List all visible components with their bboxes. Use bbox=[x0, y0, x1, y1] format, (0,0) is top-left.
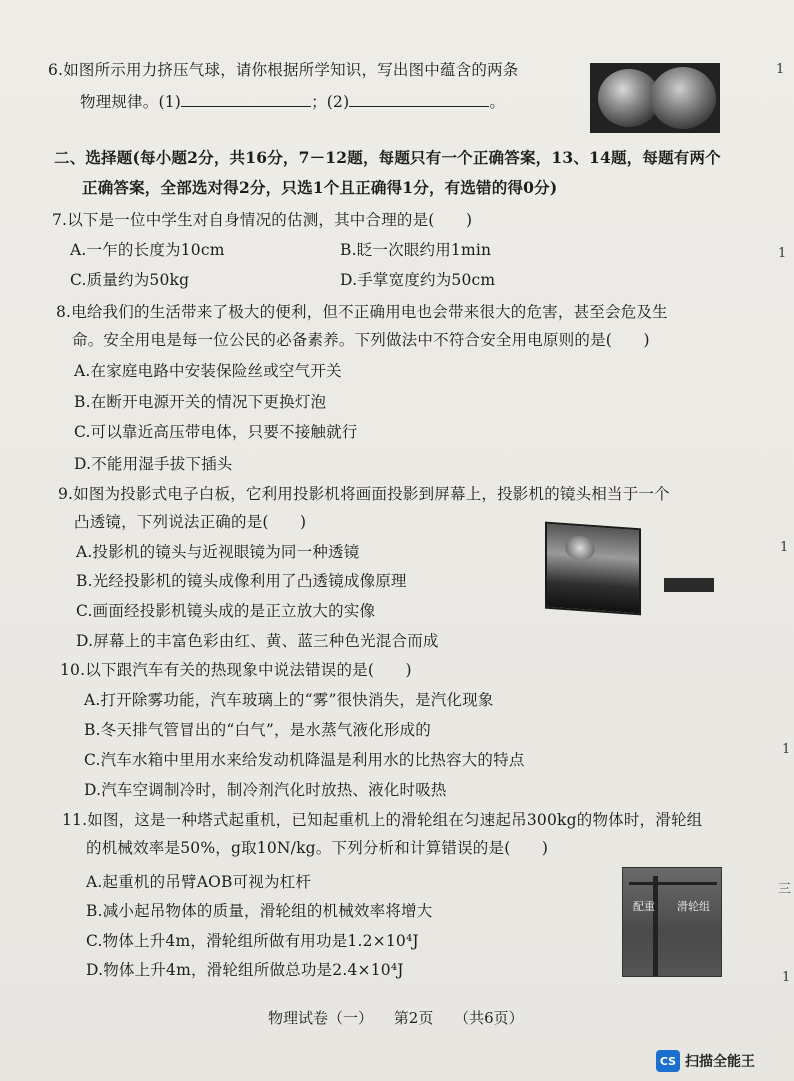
footer-total-pages: （共6页） bbox=[454, 1009, 524, 1027]
section2-heading-line1: 二、选择题(每小题2分，共16分，7－12题，每题只有一个正确答案，13、14题，每题有两个 bbox=[54, 148, 721, 167]
edge-mark: 1 bbox=[778, 246, 787, 261]
q6-line2-mid: ；(2) bbox=[311, 93, 350, 111]
q6-line1: 6.如图所示用力挤压气球，请你根据所学知识，写出图中蕴含的两条 bbox=[48, 61, 519, 79]
scanner-watermark bbox=[656, 1048, 755, 1074]
section2-heading-line2: 正确答案，全部选对得2分，只选1个且正确得1分，有选错的得0分) bbox=[82, 178, 558, 197]
crane-photo bbox=[622, 867, 722, 977]
q8-option-d: D.不能用湿手拔下插头 bbox=[74, 455, 233, 473]
crane-label-pulley: 滑轮组 bbox=[677, 900, 710, 913]
footer-page-number: 第2页 bbox=[393, 1009, 434, 1027]
q6-line2 bbox=[80, 92, 505, 112]
edge-mark: 1 bbox=[776, 62, 785, 77]
answer-blank-2[interactable] bbox=[349, 92, 489, 107]
q11-option-d: D.物体上升4m，滑轮组所做总功是2.4×10⁴J bbox=[86, 961, 404, 979]
crane-label-counterweight: 配重 bbox=[633, 900, 655, 913]
q7-option-b: B.眨一次眼约用1min bbox=[340, 241, 492, 259]
q10-stem: 10.以下跟汽车有关的热现象中说法错误的是( ) bbox=[60, 661, 412, 679]
q7-option-d: D.手掌宽度约为50cm bbox=[340, 271, 496, 289]
q9-option-b: B.光经投影机的镜头成像利用了凸透镜成像原理 bbox=[76, 572, 407, 590]
edge-mark: 1 bbox=[780, 540, 789, 555]
q11-option-b: B.减小起吊物体的质量，滑轮组的机械效率将增大 bbox=[86, 902, 433, 920]
q6-line2-end: 。 bbox=[489, 93, 506, 111]
q11-stem-line2: 的机械效率是50%，g取10N/kg。下列分析和计算错误的是( ) bbox=[86, 839, 549, 857]
q7-option-c: C.质量约为50kg bbox=[70, 271, 190, 289]
q6-line2-pre: 物理规律。(1) bbox=[80, 93, 182, 111]
edge-mark: 1 bbox=[782, 742, 791, 757]
q9-option-a: A.投影机的镜头与近视眼镜为同一种透镜 bbox=[76, 543, 360, 561]
q9-stem-line1: 9.如图为投影式电子白板，它利用投影机将画面投影到屏幕上，投影机的镜头相当于一个 bbox=[58, 485, 670, 503]
q8-option-b: B.在断开电源开关的情况下更换灯泡 bbox=[74, 393, 327, 411]
q10-option-b: B.冬天排气管冒出的“白气”，是水蒸气液化形成的 bbox=[84, 721, 431, 739]
answer-blank-1[interactable] bbox=[181, 92, 311, 107]
scanner-app-name: 扫描全能王 bbox=[685, 1054, 755, 1070]
projector-device bbox=[664, 578, 714, 592]
q9-option-d: D.屏幕上的丰富色彩由红、黄、蓝三种色光混合而成 bbox=[76, 632, 439, 650]
q11-stem-line1: 11.如图，这是一种塔式起重机，已知起重机上的滑轮组在匀速起吊300kg的物体时，滑轮组 bbox=[62, 811, 703, 829]
q7-stem: 7.以下是一位中学生对自身情况的估测，其中合理的是( ) bbox=[52, 211, 473, 229]
q11-option-c: C.物体上升4m，滑轮组所做有用功是1.2×10⁴J bbox=[86, 932, 419, 950]
q8-option-c: C.可以靠近高压带电体，只要不接触就行 bbox=[74, 423, 358, 441]
q7-option-a: A.一乍的长度为10cm bbox=[70, 241, 225, 259]
page-footer bbox=[268, 1007, 540, 1028]
q10-option-a: A.打开除雾功能，汽车玻璃上的“雾”很快消失，是汽化现象 bbox=[84, 691, 494, 709]
footer-subject: 物理试卷（一） bbox=[268, 1009, 374, 1027]
q10-option-c: C.汽车水箱中里用水来给发动机降温是利用水的比热容大的特点 bbox=[84, 751, 525, 769]
balloon-photo bbox=[590, 63, 720, 133]
q8-stem-line1: 8.电给我们的生活带来了极大的便利，但不正确用电也会带来很大的危害，甚至会危及生 bbox=[56, 303, 668, 321]
whiteboard-photo bbox=[545, 522, 641, 616]
q8-option-a: A.在家庭电路中安装保险丝或空气开关 bbox=[74, 362, 342, 380]
edge-mark: 1 bbox=[782, 970, 791, 985]
q9-stem-line2: 凸透镜，下列说法正确的是( ) bbox=[74, 513, 307, 531]
camscanner-logo-icon: CS bbox=[656, 1050, 680, 1072]
edge-mark: 三 bbox=[778, 882, 792, 897]
q10-option-d: D.汽车空调制冷时，制冷剂汽化时放热、液化时吸热 bbox=[84, 781, 447, 799]
q11-option-a: A.起重机的吊臂AOB可视为杠杆 bbox=[86, 873, 312, 891]
q9-option-c: C.画面经投影机镜头成的是正立放大的实像 bbox=[76, 602, 376, 620]
q8-stem-line2: 命。安全用电是每一位公民的必备素养。下列做法中不符合安全用电原则的是( ) bbox=[72, 331, 650, 349]
